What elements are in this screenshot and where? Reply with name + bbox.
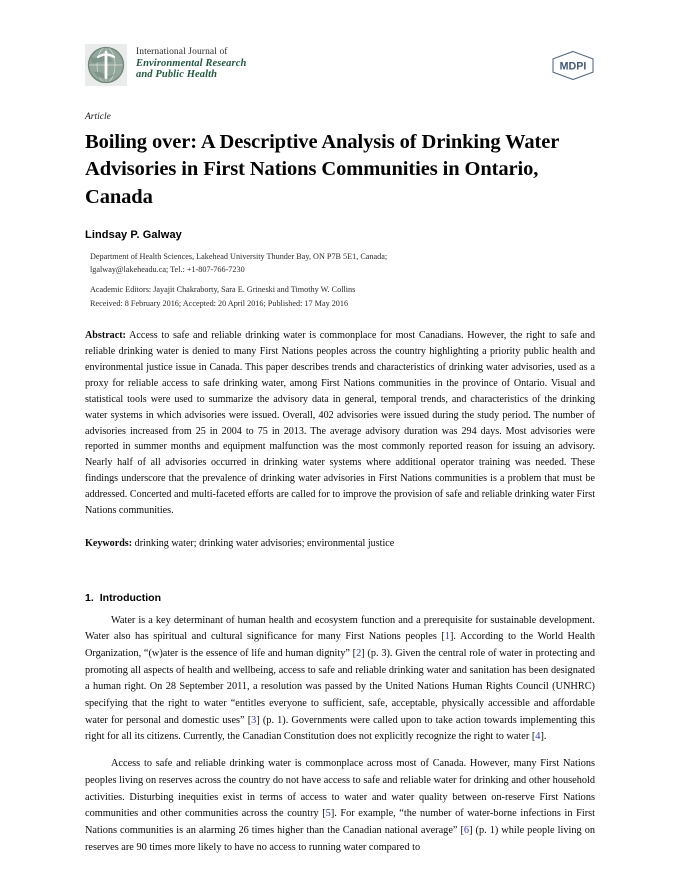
- academic-editors-line: Academic Editors: Jayajit Chakraborty, Sara E. Grineski and Timothy W. Collins: [90, 285, 356, 295]
- journal-title-line-2: Environmental Research: [136, 57, 247, 69]
- keywords-label: Keywords:: [85, 538, 133, 550]
- citation-link-6[interactable]: 6: [463, 825, 470, 837]
- intro-p1-part-a: Water is a key determinant of human health and ecosystem function and a prerequisite for sustainable development. Water also has spiritual and cultural significance for many First Nations peoples [: [85, 614, 595, 643]
- intro-p1-part-c: ] (p. 3). Given the central role of water in protecting and promoting all aspects of health and wellbeing, access to safe and reliable drinking water and sanitation has been designated a human right. On 28 September 2011, a resolution was passed by the United Nations Human Rights Council (UNHRC) specifying that the right to water “entitles everyone to sufficient, safe, acceptable, physically accessible and affordable water for personal and domestic uses” [: [85, 648, 595, 726]
- citation-link-4[interactable]: 4: [535, 731, 541, 743]
- journal-title-block: [136, 44, 246, 81]
- intro-p2-part-b: ]. For example, “the number of water-borne infections in First Nations communities is an alarming 26 times higher than the Canadian national average” [: [85, 808, 595, 837]
- contact-line[interactable]: lgalway@lakeheadu.ca; Tel.: +1-807-766-7230: [90, 265, 245, 275]
- globe-caduceus-icon: [85, 44, 127, 86]
- journal-brand: [85, 44, 246, 86]
- article-type-label: Article: [85, 112, 111, 122]
- section-title: Introduction: [99, 591, 162, 604]
- page-title: Boiling over: A Descriptive Analysis of Drinking Water Advisories in First Nations Communities in Ontario, Canada: [85, 131, 559, 208]
- intro-p1-part-d: ] (p. 1). Governments were called upon to take action towards implementing this right for all its citizens. Currently, the Canadian Constitution does not explicitly recognize the right to water [: [85, 714, 595, 743]
- section-number: 1.: [85, 591, 94, 604]
- journal-title-line-1: International Journal of: [136, 47, 228, 57]
- citation-link-5[interactable]: 5: [325, 808, 331, 820]
- intro-p1-part-b: ]. According to the World Health Organization, “(w)ater is the essence of life and human dignity” [: [85, 631, 595, 660]
- intro-p2-part-a: Access to safe and reliable drinking water is commonplace across most of Canada. However, many First Nations peoples living on reserves across the country do not have access to safe and reliable water for drinking and other household activities. Disturbing inequities exist in terms of access to water and water quality between on-reserve First Nations communities and other communities across the country [: [85, 758, 595, 820]
- author-name: Lindsay P. Galway: [85, 228, 182, 241]
- keywords-section: [85, 536, 595, 552]
- mdpi-logo-text: MDPI: [559, 60, 587, 73]
- abstract-text: Access to safe and reliable drinking water is commonplace for most Canadians. However, the right to safe and reliable drinking water is denied to many First Nations peoples across the country highlighting a priority public health and environmental justice issue in Canada. This paper describes trends and characteristics of drinking water advisories, used as a proxy for reliable access to safe drinking water, among First Nations communities in the province of Ontario. Visual and statistical tools were used to summarize the advisory data in general, temporal trends, and characteristics of the drinking water systems in which advisories were issued. Overall, 402 advisories were issued during the study period. The number of advisories increased from 25 in 2004 to 75 in 2013. The average advisory duration was 294 days. Most advisories were reported in summer months and equipment malfunction was the most commonly reported reason for issuing an advisory. Nearly half of all advisories occurred in drinking water systems where additional operator training was needed. These findings underscore that the prevalence of drinking water advisories in First Nations communities is a problem that must be addressed. Concerted and multi-faceted efforts are called for to improve the provision of safe and reliable drinking water First Nations communities.: [85, 329, 595, 517]
- keywords-text: drinking water; drinking water advisories; environmental justice: [134, 538, 395, 550]
- journal-title-line-3: and Public Health: [136, 69, 218, 81]
- article-metadata: [85, 250, 595, 310]
- intro-p2-part-c: ] (p. 1) while people living on reserves are 90 times more likely to have no access to running water compared to: [85, 825, 595, 853]
- intro-p1-part-e: ].: [540, 731, 547, 743]
- citation-link-3[interactable]: 3: [251, 714, 257, 726]
- intro-paragraph-1: [85, 613, 595, 746]
- affiliation-line: Department of Health Sciences, Lakehead University Thunder Bay, ON P7B 5E1, Canada;: [90, 251, 388, 261]
- citation-link-1[interactable]: 1: [444, 631, 450, 643]
- abstract-label: Abstract:: [85, 329, 126, 341]
- publication-dates-line: Received: 8 February 2016; Accepted: 20 April 2016; Published: 17 May 2016: [90, 298, 349, 308]
- mdpi-hexagon-logo: [551, 50, 595, 81]
- journal-masthead: [85, 44, 595, 96]
- section-heading-introduction: [85, 592, 595, 604]
- abstract-section: [85, 328, 595, 519]
- intro-paragraph-2: [85, 756, 595, 856]
- citation-link-2[interactable]: 2: [356, 648, 362, 660]
